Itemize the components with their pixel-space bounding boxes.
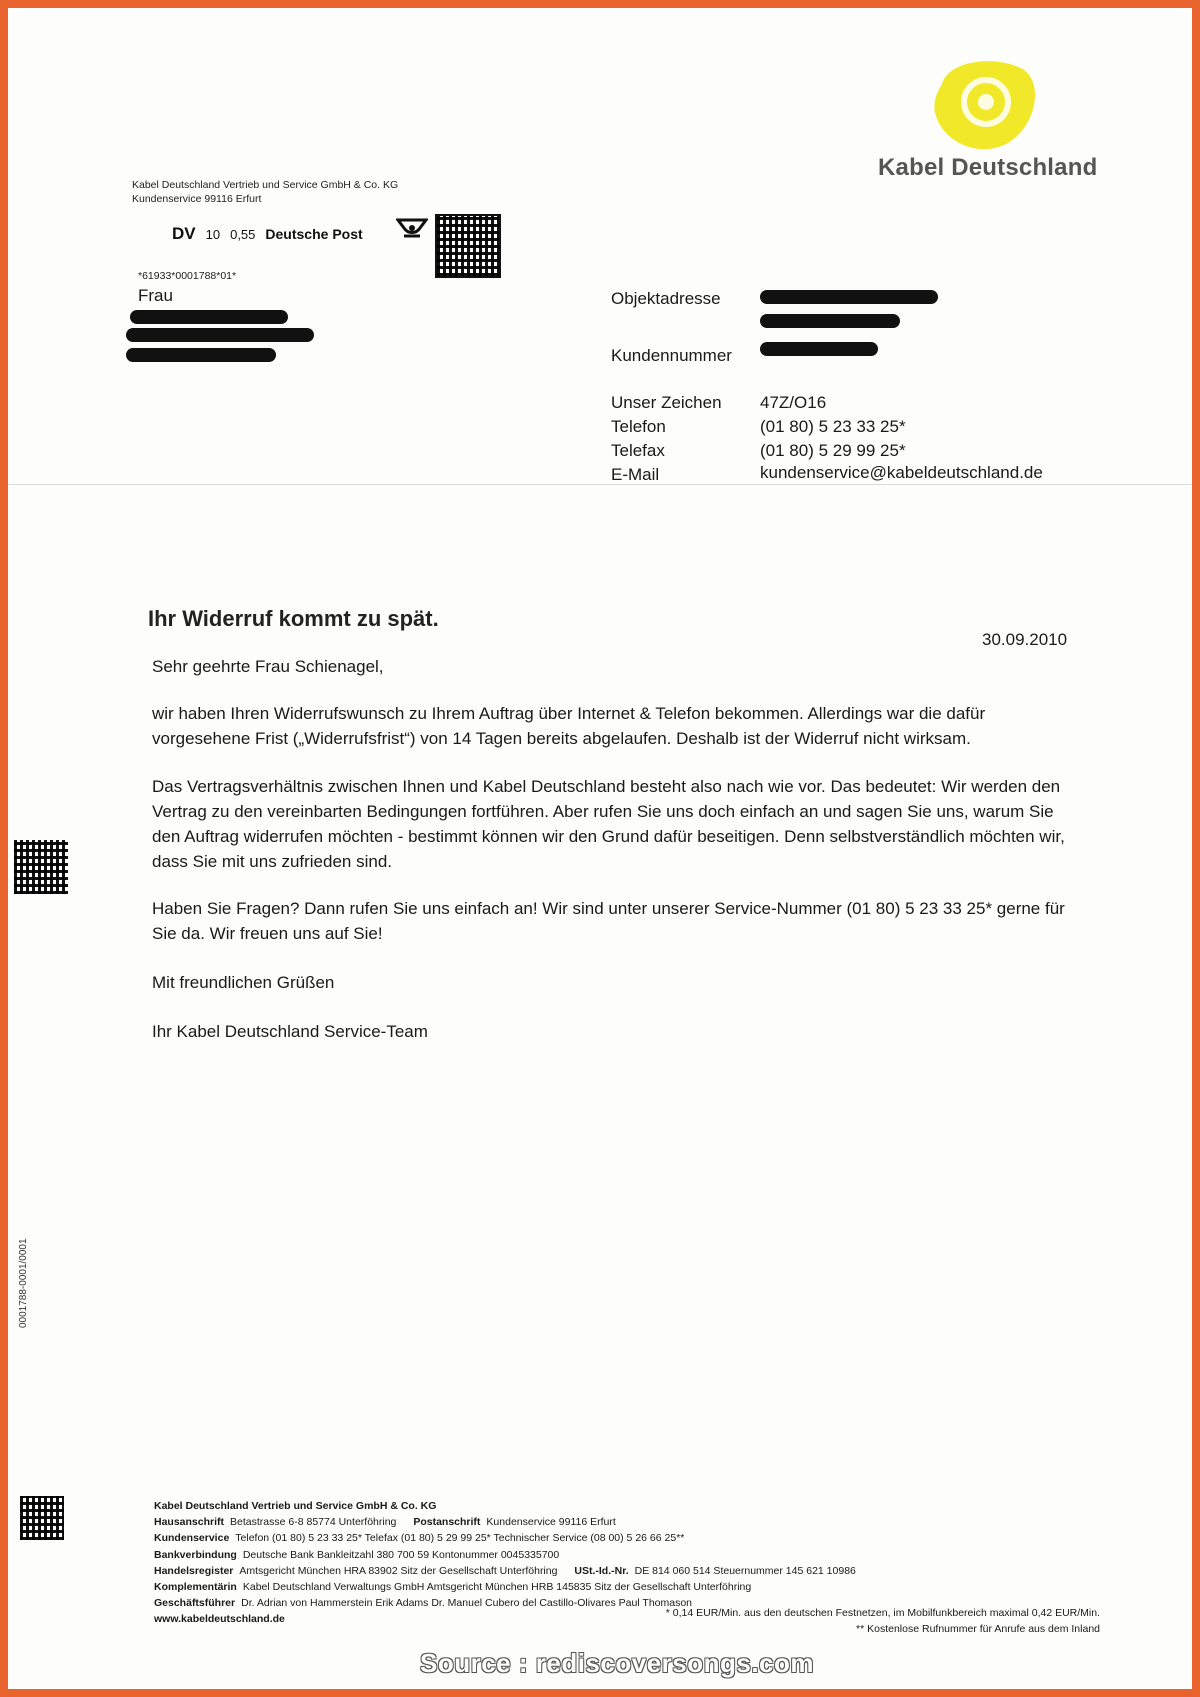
zeichen-label: Unser Zeichen [611, 393, 722, 412]
datamatrix-code-side [14, 840, 68, 894]
footer-web: www.kabeldeutschland.de [154, 1613, 285, 1626]
sender-line-2: Kundenservice 99116 Erfurt [132, 193, 262, 205]
telefon-label: Telefon [611, 417, 666, 436]
postage-bar [172, 224, 363, 244]
footer-note-2: ** Kostenlose Rufnummer für Anrufe aus dem Inland [856, 1623, 1100, 1635]
brand-name: Kabel Deutschland [878, 154, 1098, 181]
footer-gf-label: Geschäftsführer [154, 1597, 236, 1610]
letter-greeting: Sehr geehrte Frau Schienagel, [152, 657, 384, 676]
footer-ust-value: DE 814 060 514 Steuernummer 145 621 10986 [634, 1564, 856, 1577]
letter-page [8, 8, 1192, 1689]
redaction-bar [760, 314, 900, 328]
redaction-bar [130, 310, 288, 324]
footer-post-value: Kundenservice 99116 Erfurt [486, 1516, 616, 1529]
footer-ks-label: Kundenservice [154, 1532, 230, 1545]
source-watermark: Source : rediscoversongs.com [420, 1648, 815, 1678]
redaction-bar [760, 290, 938, 304]
redaction-bar [126, 348, 276, 362]
recipient-salutation: Frau [138, 286, 173, 305]
postage-num: 10 [205, 227, 221, 242]
redaction-bar [760, 342, 878, 356]
letter-subject: Ihr Widerruf kommt zu spät. [148, 606, 439, 631]
letter-paragraph-3: Haben Sie Fragen? Dann rufen Sie uns einfach an! Wir sind unter unserer Service-Nummer (01 80) 5 23 33 25* gerne für Sie da. Wir freuen uns auf Sie! [152, 899, 1065, 943]
footer-haus-label: Hausanschrift [154, 1516, 225, 1529]
recipient-ref: *61933*0001788*01* [138, 270, 237, 282]
footer-haus-value: Betastrasse 6-8 85774 Unterföhring [230, 1516, 397, 1529]
footer-komp-value: Kabel Deutschland Verwaltungs GmbH Amtsgericht München HRB 145835 Sitz der Gesellschaft Unterföhring [242, 1581, 752, 1594]
letter-signature: Ihr Kabel Deutschland Service-Team [152, 1022, 428, 1041]
footer-note-1: * 0,14 EUR/Min. aus den deutschen Festnetzen, im Mobilfunkbereich maximal 0,42 EUR/Min. [665, 1607, 1100, 1619]
side-code: 0001788-0001/0001 [18, 1238, 29, 1328]
letter-closing: Mit freundlichen Grüßen [152, 973, 335, 992]
footer-bank-value: Deutsche Bank Bankleitzahl 380 700 59 Kontonummer 0045335700 [242, 1548, 560, 1561]
footer-bank-label: Bankverbindung [154, 1548, 237, 1561]
footer-post-label: Postanschrift [413, 1516, 481, 1529]
postage-carrier: Deutsche Post [265, 226, 363, 242]
footer-ust-label: USt.-Id.-Nr. [574, 1564, 629, 1577]
datamatrix-code-bottom [20, 1496, 64, 1540]
footer-company: Kabel Deutschland Vertrieb und Service GmbH & Co. KG [154, 1500, 437, 1512]
footer-gf-value: Dr. Adrian von Hammerstein Erik Adams Dr. Manuel Cubero del Castillo-Olivares Paul Thomason [241, 1597, 693, 1610]
datamatrix-code-top [435, 214, 501, 278]
kabel-deutschland-logo-icon [928, 54, 1040, 154]
letter-date: 30.09.2010 [982, 630, 1068, 649]
footer-ks-value: Telefon (01 80) 5 23 33 25* Telefax (01 80) 5 29 99 25* Technischer Service (08 00) 5 26 66 25** [235, 1532, 685, 1545]
post-horn-icon [396, 216, 428, 244]
email-label: E-Mail [611, 465, 660, 484]
postage-code: DV [172, 224, 196, 243]
fold-divider [8, 484, 1192, 485]
postage-price: 0,55 [230, 227, 256, 242]
email-value: kundenservice@kabeldeutschland.de [760, 463, 1043, 482]
letter-paragraph-2: Das Vertragsverhältnis zwischen Ihnen und Kabel Deutschland besteht also nach wie vor. Das bedeutet: Wir werden den Vertrag zu den vereinbarten Bedingungen fortführen. Aber rufen Sie uns doch einfach an und sagen Sie uns, warum Sie den Auftrag widerrufen möchten - bestimmt können wir den Grund dafür beseitigen. Denn selbstverständlich möchten wir, dass Sie mit uns zufrieden sind. [152, 777, 1065, 871]
footer-notes [578, 1605, 1100, 1637]
zeichen-value: 47Z/O16 [760, 393, 827, 412]
footer-hr-value: Amtsgericht München HRA 83902 Sitz der Gesellschaft Unterföhring [239, 1564, 558, 1577]
footer-komp-label: Komplementärin [154, 1581, 237, 1594]
footer-hr-label: Handelsregister [154, 1564, 234, 1577]
sender-address [132, 178, 398, 206]
objekt-label: Objektadresse [611, 289, 721, 308]
sender-line-1: Kabel Deutschland Vertrieb und Service GmbH & Co. KG [132, 179, 399, 191]
telefax-label: Telefax [611, 441, 665, 460]
telefax-value: (01 80) 5 29 99 25* [760, 441, 906, 460]
telefon-value: (01 80) 5 23 33 25* [760, 417, 906, 436]
redaction-bar [126, 328, 314, 342]
letter-paragraph-1: wir haben Ihren Widerrufswunsch zu Ihrem Auftrag über Internet & Telefon bekommen. Allerdings war die dafür vorgesehene Frist („Widerrufsfrist“) von 14 Tagen bereits abgelaufen. Deshalb ist der Widerruf nicht wirksam. [152, 704, 986, 748]
kunden-label: Kundennummer [611, 346, 732, 365]
